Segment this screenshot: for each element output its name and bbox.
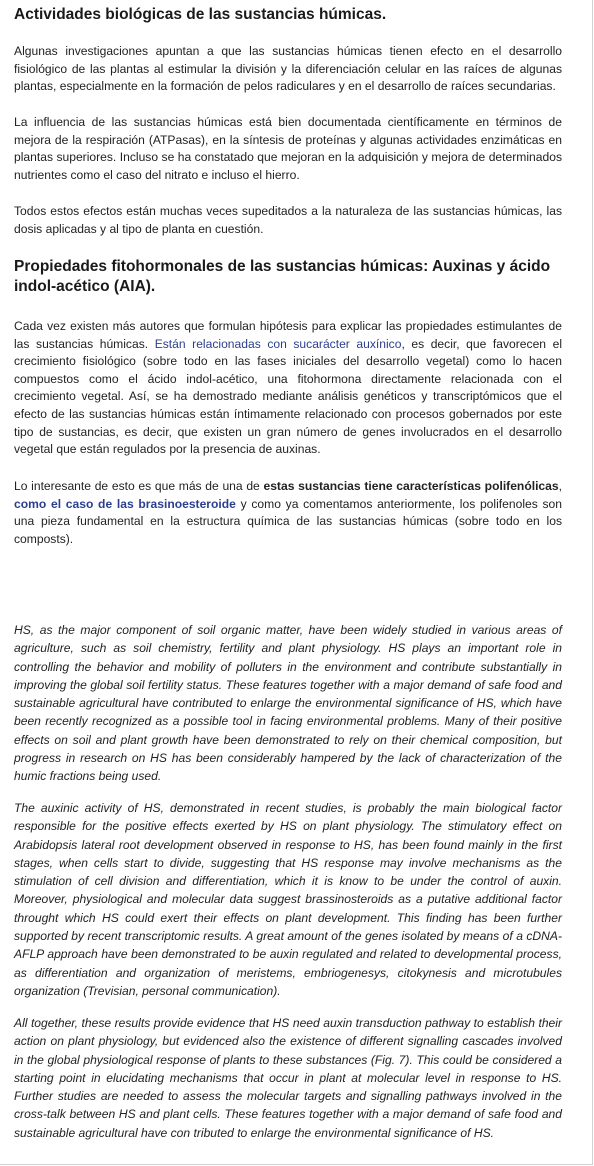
text-fragment: , (558, 479, 562, 493)
bold-polyphenolic-phrase: estas sustancias tiene características polifenólicas (263, 479, 559, 493)
text-fragment: , es decir, que favorecen el crecimiento fisiológico (sobre todo en las fases iniciales del desarrollo vegetal) como lo hacen compuestos como el ácido indol-acético, una fitohormona directamente relacionada con el crecimiento vegetal. Así, se ha demostrado mediante análisis genéticos y transcriptómicos que el efecto de las sustancias húmicas están íntimamente relacionado con procesos gobernados por este tipo de sustancias, es decir, que existen un gran número de genes involucrados en el desarrollo vegetal que están regulados por la presencia de auxinas. (14, 336, 563, 457)
paragraph-polyphenolic (14, 478, 562, 548)
paragraph-auxinic-hypothesis (14, 318, 562, 459)
paragraph-hs-soil-organic-matter: HS, as the major component of soil organic matter, have been widely studied in various areas of agriculture, such as soil chemistry, fertility and plant physiology. HS plays an important role in controlling the behavior and mobility of polluters in the environment and contribute substantially in improving the global soil fertility status. These features together with a major demand of safe food and sustainable agricultural have contributed to enlarge the environmental significance of HS, which have been recently recognized as a possible tool in facing environmental problems. Many of their positive effects on soil and plant growth have been demonstrated to rely on their chemical composition, but progress in research on HS has been considerably hampered by the lack of characterization of the humic fractions being used. (14, 623, 562, 784)
section-heading-biological-activities: Actividades biológicas de las sustancias húmicas. (14, 6, 387, 23)
text-fragment: Cada vez existen más autores que formulan hipótesis para explicar las propiedades estimulantes de las sustancias húmicas. (14, 319, 562, 351)
paragraph-hs-auxinic-activity: The auxinic activity of HS, demonstrated in recent studies, is probably the main biological factor responsible for the positive effects exerted by HS on plant physiology. The stimulatory effect on Arabidopsis lateral root development observed in response to HS, has been found mainly in the first stages, when cells start to divide, suggesting that HS response may involve mechanisms as the stimulation of cell division and differentiation, which it is know to be under the control of auxin. Moreover, physiological and molecular data suggest brassinosteroids as a putative additional factor throught which HS could exert their effects on plant development. This finding has been further supported by recent transcriptomic results. A great amount of the genes isolated by means of a cDNA-AFLP approach have been demonstrated to be auxin regulated and related to developmental process, as differentiation and organization of meristems, embriogenesys, citokynesis and microtubules organization (Trevisian, personal communication). (14, 801, 562, 998)
paragraph-scientific-influence: La influencia de las sustancias húmicas está bien documentada científicamente en términos de mejora de la respiración (ATPasas), en la síntesis de proteínas y algunas actividades enzimáticas en plantas superiores. Incluso se ha constatado que mejoran en la adquisición y mejora de determinados nutrientes como el caso del nitrato e incluso el hierro. (14, 115, 562, 182)
text-fragment: Lo interesante de esto es que más de una de (14, 479, 264, 493)
section-heading-phytohormonal-properties: Propiedades fitohormonales de las sustancias húmicas: Auxinas y ácido indol-acético (AIA). (14, 258, 551, 295)
text-fragment: y como ya comentamos anteriormente, los polifenoles son una pieza fundamental en la estructura química de las sustancias húmicas (sobre todo en los composts). (14, 496, 562, 546)
brassinosteroid-link[interactable]: como el caso de las brasinoesteroide (14, 496, 236, 511)
paragraph-effects-dependency: Todos estos efectos están muchas veces supeditados a la naturaleza de las sustancias húmicas, las dosis aplicadas y al tipo de planta en cuestión. (14, 204, 562, 236)
paragraph-root-development: Algunas investigaciones apuntan a que las sustancias húmicas tienen efecto en el desarrollo fisiológico de las plantas al estimular la división y la diferenciación celular en las raíces de algunas plantas, especialmente en la formación de pelos radiculares y en el desarrollo de raíces secundarias. (14, 44, 562, 94)
auxinic-character-link[interactable]: Están relacionadas con sucarácter auxínico (154, 336, 402, 351)
paragraph-hs-conclusions: All together, these results provide evidence that HS need auxin transduction pathway to establish their action on plant physiology, but evidenced also the existence of different signalling cascades involved in the global physiological response of plants to these substances (Fig. 7). This could be considered a starting point in elucidating mechanisms that occur in plant at molecular level in response to HS. Further studies are needed to assess the molecular targets and signalling pathways involved in the cross-talk between HS and plant cells. These features together with a major demand of safe food and sustainable agricultural have con tributed to enlarge the environmental significance of HS. (14, 1016, 562, 1140)
